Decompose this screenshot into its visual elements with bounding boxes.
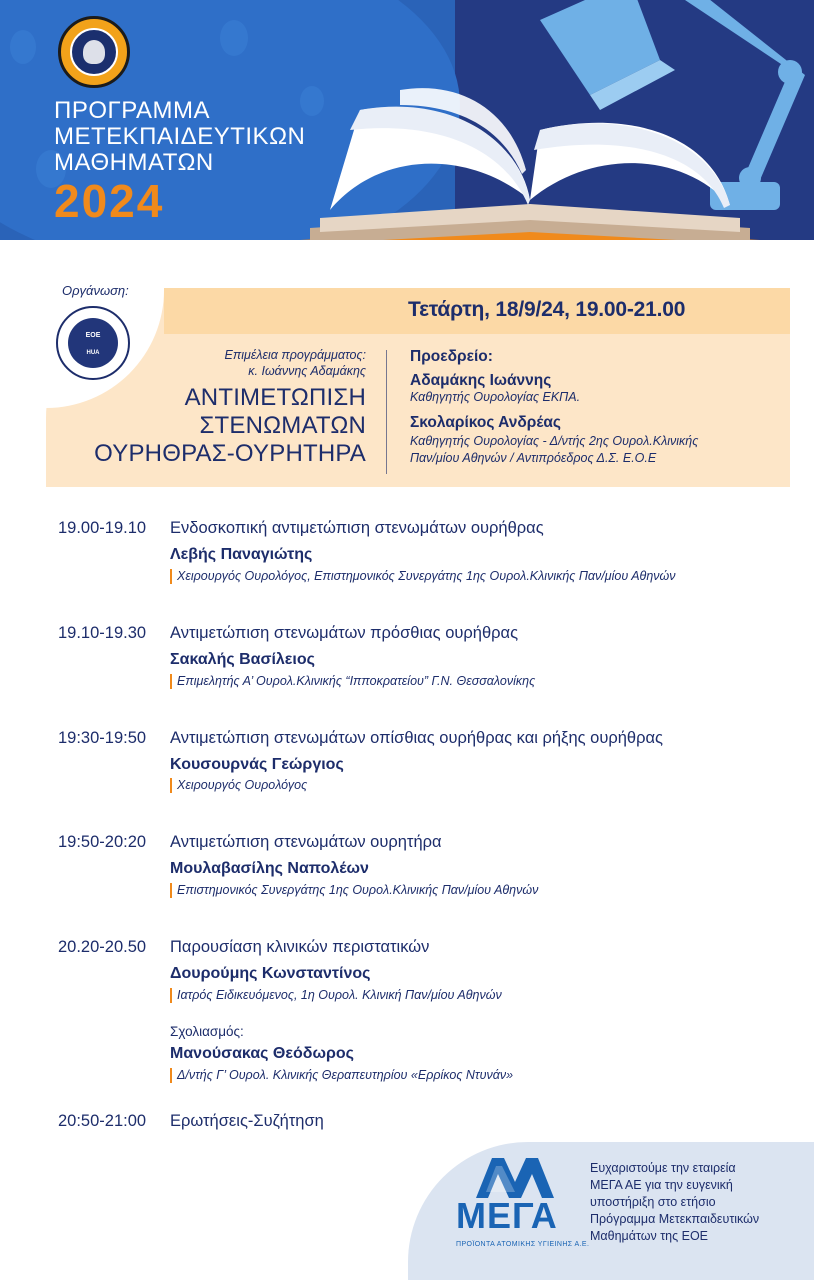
session-title: Αντιμετώπιση στενωμάτων πρόσθιας ουρήθρας [170, 624, 519, 642]
session-speaker-role: Επιμελητής Α’ Ουρολ.Κλινικής “Ιπποκρατείου” Γ.Ν. Θεσσαλονίκης [170, 674, 535, 689]
session-time: 19:30-19:50 [58, 729, 147, 747]
sponsor-thanks-line: Μαθημάτων της ΕΟΕ [590, 1229, 708, 1243]
session-title: Παρουσίαση κλινικών περιστατικών [170, 938, 430, 956]
topic-line-1: ΑΝΤΙΜΕΤΩΠΙΣΗ [184, 384, 366, 411]
mega-brand-name: ΜΕΓΑ [456, 1195, 558, 1236]
sponsor-thanks-line: Ευχαριστούμε την εταιρεία [590, 1161, 736, 1175]
session-time: 19.10-19.30 [58, 624, 147, 642]
presidium-member-role: Παν/μίου Αθηνών / Αντιπρόεδρος Δ.Σ. Ε.Ο.Ε [410, 451, 657, 465]
session-speaker: Δουρούμης Κωνσταντίνος [170, 965, 371, 982]
event-date-time: Τετάρτη, 18/9/24, 19.00-21.00 [408, 298, 686, 321]
presidium-member-role: Καθηγητής Ουρολογίας - Δ/ντής 2ης Ουρολ.Κλινικής [410, 434, 699, 448]
session-time: 19:50-20:20 [58, 833, 147, 851]
info-divider [386, 350, 387, 474]
presidium-member-name: Αδαμάκης Ιωάννης [410, 372, 552, 389]
session-speaker-role: Ιατρός Ειδικευόμενος, 1η Ουρολ. Κλινική Παν/μίου Αθηνών [170, 988, 502, 1003]
program-title-line-3: ΜΑΘΗΜΑΤΩΝ [54, 149, 214, 176]
eoe-logo-text-top: ΕΟΕ [85, 332, 101, 339]
commentary-speaker-role: Δ/ντής Γ’ Ουρολ. Κλινικής Θεραπευτηρίου «Ερρίκος Ντυνάν» [170, 1068, 513, 1083]
session-time: 20:50-21:00 [58, 1112, 147, 1130]
session-speaker-role: Επιστημονικός Συνεργάτης 1ης Ουρολ.Κλινικής Παν/μίου Αθηνών [170, 883, 538, 898]
session-speaker-role: Χειρουργός Ουρολόγος, Επιστημονικός Συνεργάτης 1ης Ουρολ.Κλινικής Παν/μίου Αθηνών [170, 569, 676, 584]
session-title: Ενδοσκοπική αντιμετώπιση στενωμάτων ουρήθρας [170, 519, 544, 537]
program-title-line-1: ΠΡΟΓΡΑΜΜΑ [54, 97, 210, 124]
sponsor-thanks-line: Πρόγραμμα Μετεκπαιδευτικών [590, 1212, 760, 1226]
header-bottom-band [0, 240, 814, 262]
lamp-book-illustration [290, 0, 814, 262]
presidium-member-role: Καθηγητής Ουρολογίας ΕΚΠΑ. [410, 390, 581, 404]
session-time: 20.20-20.50 [58, 938, 147, 956]
session-speaker: Κουσουρνάς Γεώργιος [170, 756, 344, 773]
header-banner [0, 0, 814, 262]
session-speaker: Λεβής Παναγιώτης [170, 546, 313, 563]
session-title: Αντιμετώπιση στενωμάτων ουρητήρα [170, 833, 442, 851]
kidney-decoration-icon [10, 30, 36, 64]
editor-name: κ. Ιωάννης Αδαμάκης [248, 364, 366, 378]
eoe-logo [56, 306, 130, 380]
program-year: 2024 [54, 175, 165, 227]
kidney-decoration-icon [220, 20, 248, 56]
presidium-label: Προεδρείο: [410, 348, 493, 365]
organizer-label: Οργάνωση: [62, 283, 129, 298]
sponsor-thanks-line: ΜΕΓΑ ΑΕ για την ευγενική [590, 1178, 733, 1192]
session-speaker: Σακαλής Βασίλειος [170, 651, 315, 668]
session-time: 19.00-19.10 [58, 519, 147, 537]
sponsor-thanks-line: υποστήριξη στο ετήσιο [590, 1195, 716, 1209]
session-title: Αντιμετώπιση στενωμάτων οπίσθιας ουρήθρας και ρήξης ουρήθρας [170, 729, 663, 747]
eoe-logo-text-bottom: HUA [86, 350, 100, 356]
session-speaker-role: Χειρουργός Ουρολόγος [170, 778, 307, 793]
editor-label: Επιμέλεια προγράμματος: [224, 348, 366, 362]
presidium-member-name: Σκολαρίκος Ανδρέας [410, 414, 561, 431]
session-speaker: Μουλαβασίλης Ναπολέων [170, 860, 369, 877]
topic-line-2: ΣΤΕΝΩΜΑΤΩΝ [199, 412, 366, 439]
mega-tagline: ΠΡΟΪΟΝΤΑ ΑΤΟΜΙΚΗΣ ΥΓΙΕΙΝΗΣ Α.Ε. [456, 1241, 590, 1248]
program-title-line-2: ΜΕΤΕΚΠΑΙΔΕΥΤΙΚΩΝ [54, 123, 306, 150]
topic-line-3: ΟΥΡΗΘΡΑΣ-ΟΥΡΗΤΗΡΑ [94, 440, 366, 467]
commentary-label: Σχολιασμός: [170, 1024, 244, 1039]
session-title: Ερωτήσεις-Συζήτηση [170, 1112, 324, 1130]
commentary-speaker: Μανούσακας Θεόδωρος [170, 1045, 354, 1062]
event-info-block [46, 276, 790, 487]
hellenic-urological-association-logo [58, 16, 130, 88]
